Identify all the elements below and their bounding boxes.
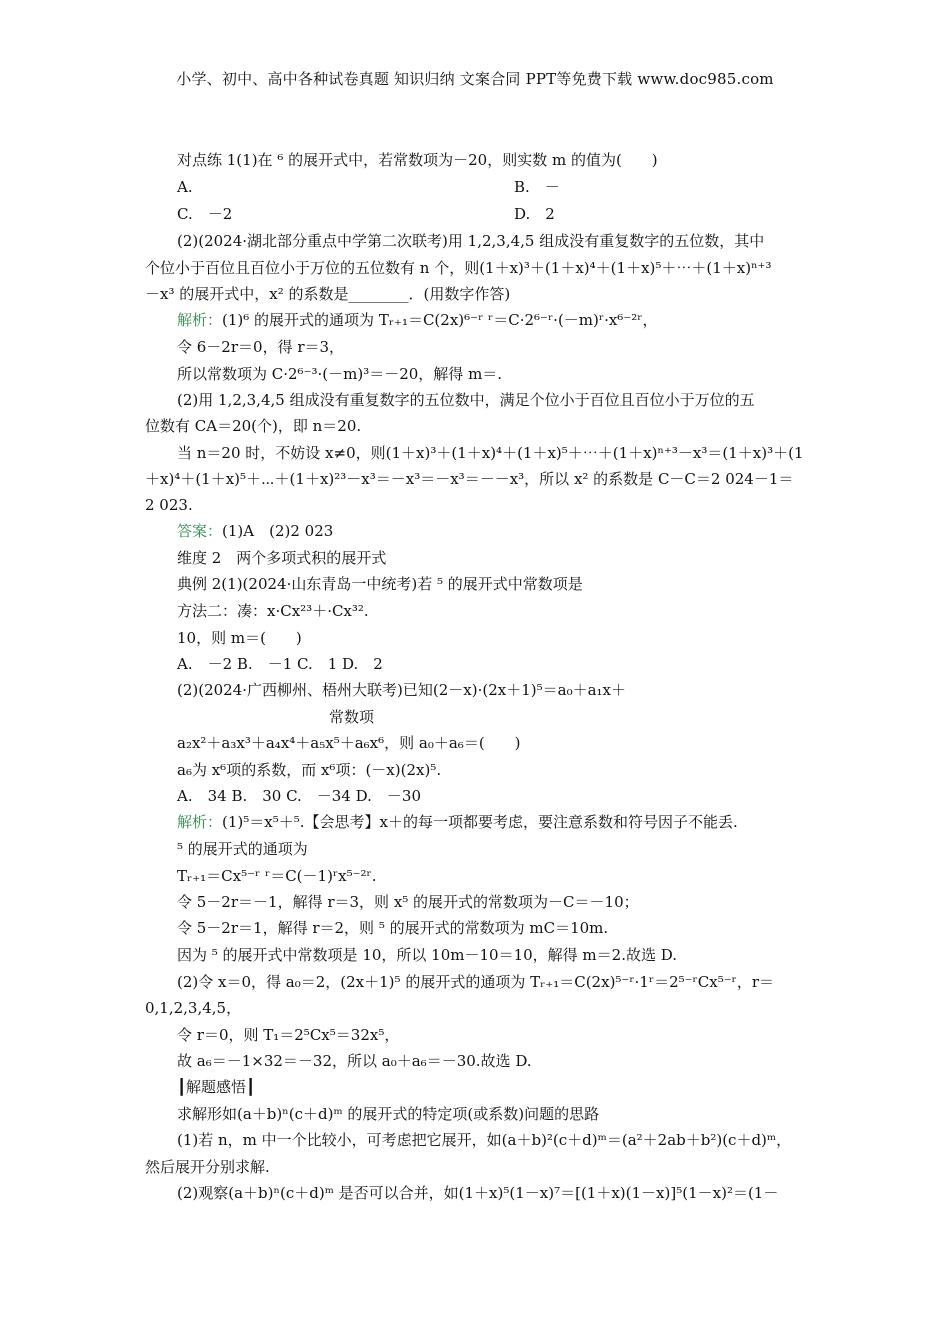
insight-point-1-line1: (1)若 n，m 中一个比较小，可考虑把它展开，如(a＋b)²(c＋d)ᵐ＝(a²＋2ab＋b²)(c＋d)ᵐ， — [177, 1131, 792, 1149]
option-c: C. －2 — [177, 205, 233, 223]
exercise-2-question-line2: 个位小于百位且百位小于万位的五位数有 n 个，则(1＋x)³＋(1＋x)⁴＋(1＋x)⁵＋⋯＋(1＋x)ⁿ⁺³ — [145, 259, 772, 277]
answer-line — [177, 521, 333, 541]
exercise-2-question-line1: (2)(2024·湖北部分重点中学第二次联考)用 1,2,3,4,5 组成没有重复数字的五位数，其中 — [177, 232, 765, 250]
insight-heading: ┃解题感悟┃ — [177, 1078, 256, 1096]
analysis-1-line1 — [177, 310, 657, 330]
analysis-1-text: (1)⁶ 的展开式的通项为 Tᵣ₊₁＝C(2x)⁶⁻ʳ ʳ＝C·2⁶⁻ʳ·(－m)ʳ·x⁶⁻²ʳ， — [222, 311, 658, 329]
exercise-1-question: 对点练 1(1)在 ⁶ 的展开式中，若常数项为－20，则实数 m 的值为( ) — [177, 151, 658, 169]
insight-point-1-line2: 然后展开分别求解. — [145, 1158, 270, 1176]
exercise-2-question-line3: －x³ 的展开式中，x² 的系数是________．(用数字作答) — [145, 285, 511, 303]
option-a: A. — [177, 178, 193, 196]
example-2-options: A. －2 B. －1 C. 1 D. 2 — [177, 655, 383, 673]
insight-point-2-line1: (2)观察(a＋b)ⁿ(c＋d)ᵐ 是否可以合并，如(1＋x)⁵(1－x)⁷＝[(1＋x)(1－x)]⁵(1－x)²＝(1－ — [177, 1184, 779, 1202]
analysis-3-line1 — [177, 812, 738, 832]
example-2-part2-line2: a₂x²＋a₃x³＋a₄x⁴＋a₅x⁵＋a₆x⁶，则 a₀＋a₆＝( ) — [177, 734, 521, 752]
analysis-3-text: (1)⁵＝x⁵＋⁵.【会思考】x＋的每一项都要考虑，要注意系数和符号因子不能丢. — [222, 813, 738, 831]
example-2-question-line1: 典例 2(1)(2024·山东青岛一中统考)若 ⁵ 的展开式中常数项是 — [177, 575, 583, 593]
analysis-3-line4: 令 5－2r＝－1，解得 r＝3，则 x⁵ 的展开式的常数项为－C＝－10； — [177, 893, 639, 911]
analysis-4-line1: (2)令 x＝0，得 a₀＝2，(2x＋1)⁵ 的展开式的通项为 Tᵣ₊₁＝C(2x)⁵⁻ʳ·1ʳ＝2⁵⁻ʳCx⁵⁻ʳ，r＝ — [177, 973, 774, 991]
analysis-2-line1: (2)用 1,2,3,4,5 组成没有重复数字的五位数中，满足个位小于百位且百位小于万位的五 — [177, 391, 755, 409]
analysis-1-line3: 所以常数项为 C·2⁶⁻³·(－m)³＝－20，解得 m＝. — [177, 365, 503, 383]
analysis-2-line2: 位数有 CA＝20(个)，即 n＝20. — [145, 417, 362, 435]
analysis-4-line3: 令 r＝0，则 T₁＝2⁵Cx⁵＝32x⁵， — [177, 1026, 400, 1044]
analysis-4-line2: 0,1,2,3,4,5， — [145, 999, 242, 1017]
analysis-3-line3: Tᵣ₊₁＝Cx⁵⁻ʳ ʳ＝C(－1)ʳx⁵⁻²ʳ. — [177, 867, 377, 885]
analysis-2-line3: 当 n＝20 时，不妨设 x≠0，则(1＋x)³＋(1＋x)⁴＋(1＋x)⁵＋⋯＋(1＋x)ⁿ⁺³－x³＝(1＋x)³＋(1 — [177, 444, 804, 462]
analysis-3-line2: ⁵ 的展开式的通项为 — [177, 840, 308, 858]
option-b: B. － — [514, 178, 560, 196]
analysis-3-line6: 因为 ⁵ 的展开式中常数项是 10，所以 10m－10＝10，解得 m＝2.故选 D. — [177, 946, 677, 964]
method-two-note: 方法二：凑：x·Cx²³＋·Cx³². — [177, 602, 369, 620]
page-header: 小学、初中、高中各种试卷真题 知识归纳 文案合同 PPT等免费下载 www.doc985.com — [176, 70, 774, 88]
analysis-1-line2: 令 6－2r＝0，得 r＝3， — [177, 338, 345, 356]
option-d: D. 2 — [514, 205, 555, 223]
analysis-4-line4: 故 a₆＝－1×32＝－32，所以 a₀＋a₆＝－30.故选 D. — [177, 1052, 532, 1070]
section-heading-dimension-2: 维度 2 两个多项式积的展开式 — [177, 549, 387, 567]
example-2-part2-options: A. 34 B. 30 C. －34 D. －30 — [177, 787, 422, 805]
insight-intro: 求解形如(a＋b)ⁿ(c＋d)ᵐ 的展开式的特定项(或系数)问题的思路 — [177, 1105, 600, 1123]
example-2-part2-line1: (2)(2024·广西柳州、梧州大联考)已知(2－x)·(2x＋1)⁵＝a₀＋a₁x＋ — [177, 681, 627, 699]
answer-text: (1)A (2)2 023 — [222, 522, 334, 540]
analysis-label-2: 解析： — [177, 813, 223, 831]
analysis-3-line5: 令 5－2r＝1，解得 r＝2，则 ⁵ 的展开式的常数项为 mC＝10m. — [177, 919, 609, 937]
constant-term-note: 常数项 — [329, 708, 375, 726]
analysis-label: 解析： — [177, 311, 223, 329]
a6-coefficient-note: a₆为 x⁶项的系数，而 x⁶项：(－x)(2x)⁵. — [177, 761, 442, 779]
analysis-2-line4: ＋x)⁴＋(1＋x)⁵＋⋯＋(1＋x)²³－x³＝－x³＝－x³＝－－x³，所以 x² 的系数是 C－C＝2 024－1＝ — [145, 470, 794, 488]
example-2-question-line2: 10，则 m＝( ) — [177, 629, 302, 647]
analysis-2-line5: 2 023. — [145, 496, 193, 514]
answer-label: 答案： — [177, 522, 223, 540]
